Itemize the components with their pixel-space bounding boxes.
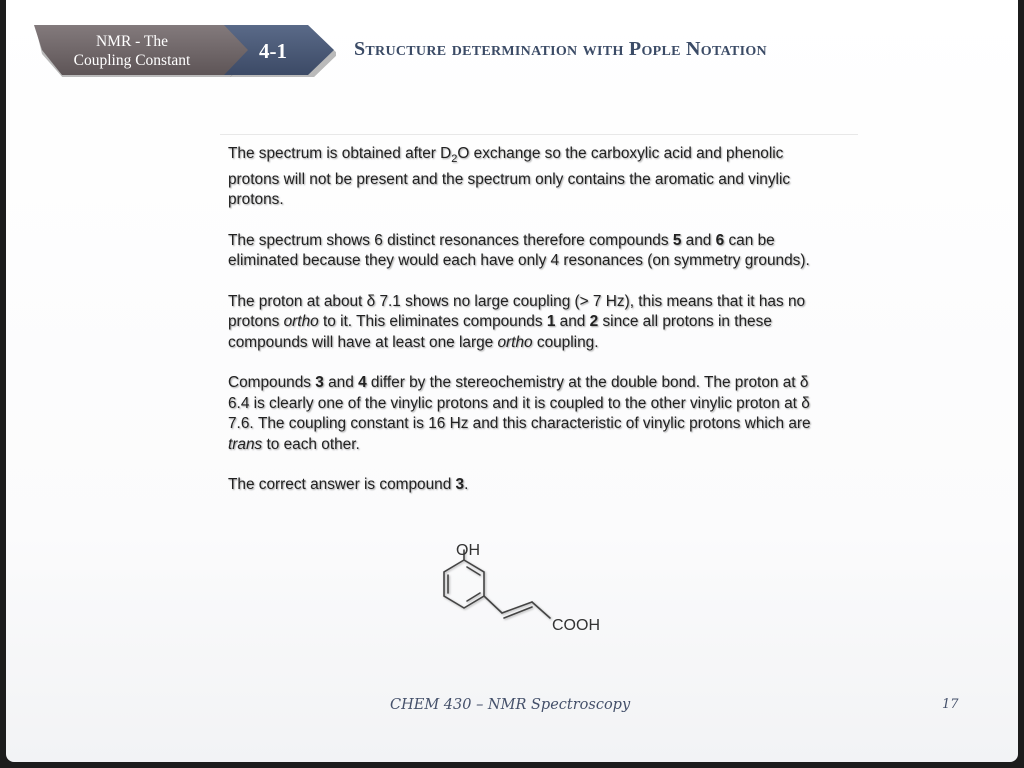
divider bbox=[220, 134, 858, 135]
structure-diagram bbox=[436, 538, 626, 643]
page-number: 17 bbox=[942, 697, 959, 712]
cooh-label: COOH bbox=[552, 617, 600, 634]
topic-chevron bbox=[34, 25, 254, 77]
section-number: 4-1 bbox=[259, 38, 287, 63]
explanation-text bbox=[228, 144, 828, 516]
footer-course: CHEM 430 – NMR Spectroscopy bbox=[390, 697, 631, 713]
slide bbox=[6, 0, 1018, 762]
paragraph-answer: The correct answer is compound 3. bbox=[228, 476, 469, 494]
paragraph-stereochemistry: Compounds 3 and 4 differ by the stereochemistry at the double bond. The proton at δ 6.4 is clearly one of the vinylic protons and it is coupled to the other vinylic proton at δ 7.6. The coupling constant is 16 Hz and this characteristic of vinylic protons which are trans to each other. bbox=[228, 374, 811, 453]
oh-label: OH bbox=[456, 542, 480, 559]
topic-label: NMR - The Coupling Constant bbox=[73, 33, 191, 69]
paragraph-exchange: The spectrum is obtained after $D_2O$ exchange so the carboxylic acid and phenolic protons will not be present and the spectrum only contains the aromatic and vinylic protons. bbox=[228, 145, 791, 209]
benzene-ring bbox=[444, 560, 484, 608]
paragraph-ortho: The proton at about δ 7.1 shows no large coupling (> 7 Hz), this means that it has no protons ortho to it. This eliminates compounds 1 and 2 since all protons in these compounds will have at least one large ortho coupling. bbox=[228, 292, 806, 351]
paragraph-resonances: The spectrum shows 6 distinct resonances therefore compounds 5 and 6 can be eliminated because they would each have only 4 resonances (on symmetry grounds). bbox=[228, 231, 810, 270]
section-chevron bbox=[224, 25, 336, 77]
slide-title: Structure determination with Pople Notation bbox=[354, 38, 767, 60]
